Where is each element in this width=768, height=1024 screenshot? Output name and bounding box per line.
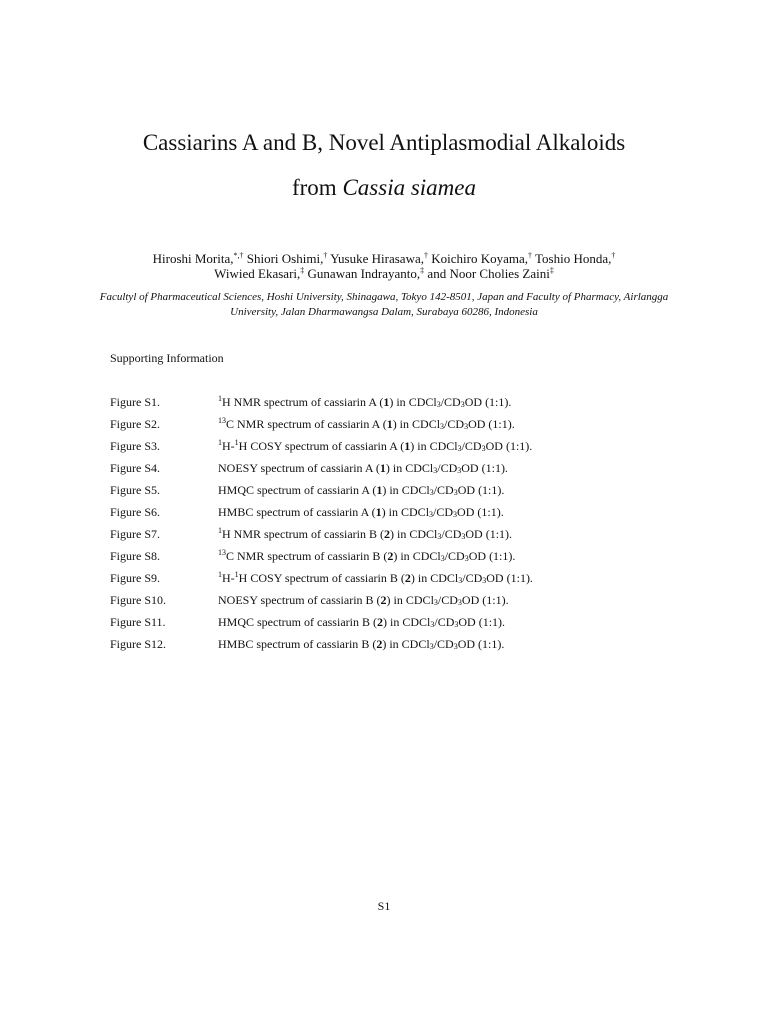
solvent-subscript: 3 <box>433 598 438 607</box>
compound-name: A <box>368 395 377 409</box>
solvent: OD <box>465 527 483 541</box>
figure-list-item <box>110 571 533 593</box>
figure-description: $^1$H NMR spectrum of cassiarin A (1) in $CDCl_3/CD_3OD$ (1:1). <box>218 394 512 409</box>
solvent-subscript: 3 <box>454 620 459 629</box>
author-name: Wiwied Ekasari, <box>214 266 301 281</box>
solvent-subscript: 3 <box>453 488 458 497</box>
solvent: OD <box>458 615 476 629</box>
isotope-mass: 1 <box>234 438 239 447</box>
spectrum-type: NMR spectrum of cassiarin <box>234 417 370 431</box>
figure-description: HMBC spectrum of cassiarin A (1) in $CDCl_3/CD_3OD$ (1:1). <box>218 505 504 519</box>
spectrum-type: HMBC spectrum of cassiarin <box>218 637 359 651</box>
spectrum-type: NOESY spectrum of cassiarin <box>218 461 363 475</box>
figure-label: Figure S7. <box>110 527 161 541</box>
figure-description: NOESY spectrum of cassiarin A (1) in $CDCl_3/CD_3OD$ (1:1). <box>218 461 508 475</box>
affiliation-mark: † <box>528 251 532 260</box>
compound-number: 2 <box>387 549 394 563</box>
compound-name: A <box>364 461 373 475</box>
solvent: OD <box>461 461 479 475</box>
compound-number: 1 <box>375 505 382 519</box>
figure-description: NOESY spectrum of cassiarin B (2) in $CDCl_3/CD_3OD$ (1:1). <box>218 593 509 607</box>
solvent: CDCl <box>429 439 458 453</box>
compound-name: B <box>361 637 370 651</box>
solvent: OD <box>464 395 483 409</box>
solvent-ratio: (1:1). <box>488 417 515 431</box>
author <box>431 251 532 266</box>
figure-label: Figure S3. <box>110 439 161 453</box>
solvent: CDCl <box>405 593 434 607</box>
figure-label: Figure S11. <box>110 615 166 629</box>
author-name: Yusuke Hirasawa, <box>330 251 424 266</box>
solvent: CDCl <box>412 417 441 431</box>
author <box>308 266 425 281</box>
solvent-subscript: 3 <box>457 466 462 475</box>
author-name: Toshio Honda, <box>535 251 612 266</box>
figure-list-item <box>110 637 533 659</box>
author-name: Shiori Oshimi, <box>246 251 324 266</box>
figure-label: Figure S8. <box>110 549 161 563</box>
solvent-ratio: (1:1). <box>478 483 505 497</box>
solvent-subscript: 3 <box>464 554 469 563</box>
solvent-subscript: 3 <box>461 532 466 541</box>
solvent-subscript: 3 <box>460 400 465 409</box>
spectrum-type: COSY spectrum of cassiarin <box>247 439 387 453</box>
nucleus: C <box>226 417 235 431</box>
solvent-ratio: (1:1). <box>485 527 513 541</box>
compound-name: B <box>372 549 381 563</box>
author-name: Koichiro Koyama, <box>431 251 528 266</box>
solvent: OD <box>485 439 503 453</box>
solvent: CDCl <box>409 527 438 541</box>
spectrum-type: NMR spectrum of cassiarin <box>230 527 366 541</box>
paper-title-line2 <box>0 176 768 199</box>
nucleus: H <box>238 571 248 585</box>
solvent: /CD <box>433 505 454 519</box>
nucleus: H <box>222 395 231 409</box>
paper-title-line1: Cassiarins A and B, Novel Antiplasmodial Alkaloids <box>142 130 626 155</box>
figure-label: Figure S2. <box>110 417 161 431</box>
isotope-mass: 1 <box>218 526 222 535</box>
nucleus: H- <box>222 571 235 585</box>
isotope-mass: 13 <box>218 548 226 557</box>
author-name: and Noor Cholies Zaini <box>427 266 550 281</box>
figure-list-item <box>110 593 533 615</box>
solvent: /CD <box>433 637 454 651</box>
figure-description: HMQC spectrum of cassiarin A (1) in $CDCl_3/CD_3OD$ (1:1). <box>218 483 505 497</box>
spectrum-type: NMR spectrum of cassiarin <box>234 549 370 563</box>
figure-label: Figure S12. <box>110 637 167 651</box>
solvent-subscript: 3 <box>429 642 434 651</box>
solvent-subscript: 3 <box>453 642 458 651</box>
compound-name: A <box>361 483 370 497</box>
figure-description: $^{13}$C NMR spectrum of cassiarin A (1) in $CDCl_3/CD_3OD$ (1:1). <box>218 416 515 431</box>
solvent: /CD <box>440 395 461 409</box>
affiliation: Facultyl of Pharmaceutical Sciences, Hoshi University, Shinagawa, Tokyo 142-8501, Japan and Faculty of Pharmacy, Airlangga University, Jalan Dharmawangsa Dalam, Surabaya 60286, Indonesia <box>99 291 669 318</box>
solvent-subscript: 3 <box>440 422 445 431</box>
solvent: /CD <box>461 439 482 453</box>
solvent-subscript: 3 <box>457 444 462 453</box>
compound-name: A <box>360 505 369 519</box>
figure-label: Figure S9. <box>110 571 161 585</box>
figure-description: $^1$H-$^1$H COSY spectrum of cassiarin B (2) in $CDCl_3/CD_3OD$ (1:1). <box>218 570 533 585</box>
solvent-subscript: 3 <box>429 510 434 519</box>
solvent: CDCl <box>401 505 430 519</box>
solvent: OD <box>468 417 486 431</box>
solvent: CDCl <box>401 637 430 651</box>
solvent-subscript: 3 <box>430 620 435 629</box>
solvent: CDCl <box>401 483 430 497</box>
spectrum-type: HMQC spectrum of cassiarin <box>218 615 359 629</box>
solvent: OD <box>486 571 504 585</box>
solvent-subscript: 3 <box>457 598 462 607</box>
solvent: /CD <box>444 417 465 431</box>
nucleus: C <box>226 549 235 563</box>
solvent-subscript: 3 <box>464 422 469 431</box>
species-name: Cassia siamea <box>342 175 476 200</box>
spectrum-type: HMBC spectrum of cassiarin <box>218 505 359 519</box>
compound-number: 1 <box>383 395 390 409</box>
author <box>247 251 328 266</box>
compound-name: B <box>361 615 370 629</box>
figure-label: Figure S10. <box>110 593 167 607</box>
compound-number: 1 <box>379 461 386 475</box>
author <box>214 266 304 281</box>
solvent: /CD <box>437 593 458 607</box>
isotope-mass: 1 <box>218 438 222 447</box>
solvent: /CD <box>444 549 465 563</box>
author <box>427 266 553 281</box>
author <box>535 251 615 266</box>
figure-list-item <box>110 527 533 549</box>
page-number: S1 <box>377 899 391 913</box>
solvent-ratio: (1:1). <box>478 615 506 629</box>
solvent: /CD <box>441 527 462 541</box>
isotope-mass: 1 <box>234 570 239 579</box>
spectrum-type: NOESY spectrum of cassiarin <box>218 593 363 607</box>
compound-number: 2 <box>380 593 387 607</box>
solvent-ratio: (1:1). <box>506 571 533 585</box>
compound-name: A <box>389 439 398 453</box>
solvent: /CD <box>462 571 483 585</box>
affiliation-mark: ‡ <box>420 266 425 275</box>
solvent-ratio: (1:1). <box>477 505 504 519</box>
compound-number: 2 <box>377 615 383 629</box>
solvent-subscript: 3 <box>482 576 487 585</box>
compound-number: 2 <box>404 571 411 585</box>
figure-description: HMBC spectrum of cassiarin B (2) in $CDCl_3/CD_3OD$ (1:1). <box>218 637 505 651</box>
isotope-mass: 1 <box>218 394 222 403</box>
affiliation-mark: † <box>611 251 616 260</box>
compound-number: 2 <box>384 527 390 541</box>
solvent-ratio: (1:1). <box>481 461 508 475</box>
solvent-ratio: (1:1). <box>485 395 512 409</box>
figure-list-item <box>110 417 533 439</box>
title-from: from <box>291 175 343 200</box>
affiliation-mark: † <box>323 251 328 260</box>
figure-description: $^1$H-$^1$H COSY spectrum of cassiarin A (1) in $CDCl_3/CD_3OD$ (1:1). <box>218 438 533 453</box>
figure-label: Figure S4. <box>110 461 161 475</box>
compound-number: 2 <box>376 637 383 651</box>
figure-label: Figure S6. <box>110 505 161 519</box>
solvent-subscript: 3 <box>436 400 441 409</box>
compound-name: B <box>368 527 377 541</box>
figure-list-item <box>110 461 533 483</box>
isotope-mass: 13 <box>218 416 226 425</box>
compound-name: B <box>365 593 374 607</box>
solvent-ratio: (1:1). <box>489 549 516 563</box>
affiliation-mark: ‡ <box>549 266 554 275</box>
figure-list-item <box>110 549 533 571</box>
figure-list <box>110 395 533 659</box>
figure-list-item <box>110 439 533 461</box>
compound-number: 1 <box>404 439 411 453</box>
solvent: CDCl <box>402 615 431 629</box>
figure-label: Figure S1. <box>110 395 161 409</box>
compound-name: B <box>389 571 398 585</box>
solvent: /CD <box>433 483 454 497</box>
figure-list-item <box>110 615 533 637</box>
solvent-ratio: (1:1). <box>482 593 509 607</box>
author-name: Gunawan Indrayanto, <box>307 266 421 281</box>
author <box>153 251 244 266</box>
author-name: Hiroshi Morita, <box>152 251 234 266</box>
isotope-mass: 1 <box>218 570 222 579</box>
solvent: CDCl <box>412 549 441 563</box>
solvent: CDCl <box>430 571 459 585</box>
affiliation-mark: ‡ <box>300 266 305 275</box>
solvent-ratio: (1:1). <box>505 439 533 453</box>
figure-list-item <box>110 483 533 505</box>
solvent-subscript: 3 <box>440 554 445 563</box>
solvent: OD <box>468 549 487 563</box>
author-list <box>0 251 768 281</box>
spectrum-type: COSY spectrum of cassiarin <box>247 571 387 585</box>
solvent: /CD <box>434 615 455 629</box>
solvent: CDCl <box>408 395 437 409</box>
affiliation-mark: † <box>423 251 428 260</box>
solvent-subscript: 3 <box>429 488 434 497</box>
solvent: OD <box>461 593 480 607</box>
figure-description: $^{13}$C NMR spectrum of cassiarin B (2) in $CDCl_3/CD_3OD$ (1:1). <box>218 548 516 563</box>
compound-number: 1 <box>376 483 383 497</box>
figure-label: Figure S5. <box>110 483 161 497</box>
spectrum-type: NMR spectrum of cassiarin <box>230 395 366 409</box>
figure-list-item <box>110 505 533 527</box>
nucleus: H- <box>222 439 235 453</box>
nucleus: H <box>238 439 248 453</box>
section-heading: Supporting Information <box>110 351 224 365</box>
solvent-ratio: (1:1). <box>478 637 505 651</box>
figure-description: HMQC spectrum of cassiarin B (2) in $CDCl_3/CD_3OD$ (1:1). <box>218 615 506 629</box>
affiliation-mark: *,† <box>233 251 244 260</box>
solvent: OD <box>457 637 476 651</box>
solvent-subscript: 3 <box>458 576 463 585</box>
solvent-subscript: 3 <box>453 510 458 519</box>
compound-name: A <box>371 417 380 431</box>
author <box>330 251 428 266</box>
solvent-subscript: 3 <box>481 444 486 453</box>
spectrum-type: HMQC spectrum of cassiarin <box>218 483 359 497</box>
figure-list-item <box>110 395 533 417</box>
solvent: CDCl <box>405 461 434 475</box>
solvent: /CD <box>437 461 458 475</box>
compound-number: 1 <box>386 417 393 431</box>
solvent: OD <box>457 483 476 497</box>
nucleus: H <box>222 527 231 541</box>
figure-description: $^1$H NMR spectrum of cassiarin B (2) in $CDCl_3/CD_3OD$ (1:1). <box>218 526 513 541</box>
solvent: OD <box>457 505 475 519</box>
solvent-subscript: 3 <box>433 466 438 475</box>
solvent-subscript: 3 <box>437 532 442 541</box>
